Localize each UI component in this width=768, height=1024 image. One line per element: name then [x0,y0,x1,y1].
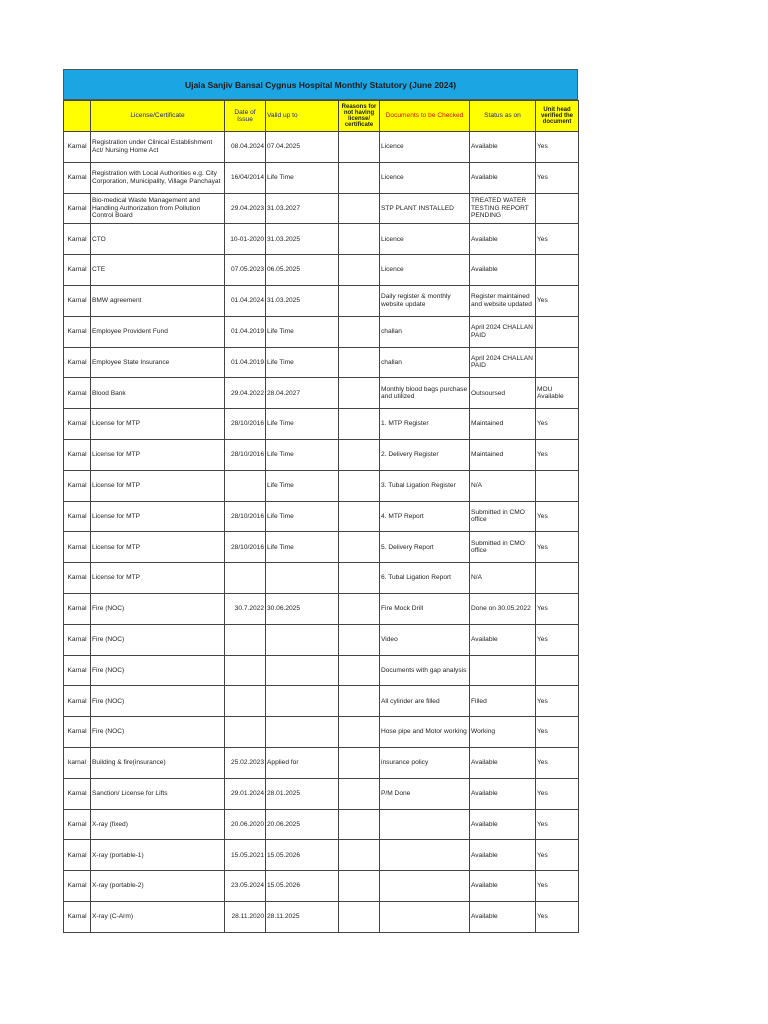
cell-reason [339,871,380,902]
cell-location: Karnal [64,316,91,347]
cell-reason [339,840,380,871]
cell-license: Fire (NOC) [91,717,225,748]
table-row [64,778,579,809]
header-row [64,101,579,132]
cell-document [380,871,470,902]
cell-reason [339,162,380,193]
cell-location: Karnal [64,871,91,902]
cell-issue-date: 16/04/2014 [225,162,266,193]
table-row [64,717,579,748]
cell-license: License for MTP [91,501,225,532]
cell-reason [339,655,380,686]
table-row [64,285,579,316]
cell-valid-up-to: Life Time [266,316,339,347]
cell-license: Fire (NOC) [91,593,225,624]
cell-location: Karnal [64,901,91,932]
cell-document [380,840,470,871]
cell-license: X-ray (portable-1) [91,840,225,871]
cell-license: Registration with Local Authorities e.g. City Corporation, Municipality, Village Panchayat [91,162,225,193]
cell-location: Karnal [64,624,91,655]
table-row [64,871,579,902]
cell-verified: Yes [536,593,579,624]
cell-valid-up-to: Life Time [266,347,339,378]
cell-document: STP PLANT INSTALLED [380,193,470,224]
cell-verified: Yes [536,409,579,440]
cell-valid-up-to: 20.06.2025 [266,809,339,840]
cell-verified: MOU Available [536,378,579,409]
cell-location: Karnal [64,593,91,624]
cell-verified [536,255,579,286]
cell-verified [536,347,579,378]
cell-status: Available [470,624,536,655]
cell-document: 6. Tubal Ligation Report [380,563,470,594]
cell-document: Hose pipe and Motor working [380,717,470,748]
cell-valid-up-to: Life Time [266,501,339,532]
cell-verified: Yes [536,840,579,871]
cell-issue-date: 01.04.2024 [225,285,266,316]
cell-document: Licence [380,162,470,193]
cell-license: CTO [91,224,225,255]
cell-document: 1. MTP Register [380,409,470,440]
cell-valid-up-to: Life Time [266,162,339,193]
cell-location: Karnal [64,378,91,409]
table-row [64,901,579,932]
cell-document [380,809,470,840]
table-row [64,655,579,686]
header-valid-up-to: Valid up to [266,101,339,132]
cell-issue-date [225,470,266,501]
statutory-sheet [63,69,578,933]
cell-reason [339,778,380,809]
cell-issue-date: 28/10/2016 [225,501,266,532]
cell-status: Filled [470,686,536,717]
cell-verified: Yes [536,747,579,778]
cell-reason [339,901,380,932]
cell-location: Karnal [64,809,91,840]
cell-license: License for MTP [91,563,225,594]
cell-status: Working [470,717,536,748]
cell-reason [339,439,380,470]
cell-location: Karnal [64,439,91,470]
table-row [64,747,579,778]
table-row [64,224,579,255]
cell-status: Available [470,747,536,778]
cell-issue-date [225,563,266,594]
cell-reason [339,747,380,778]
cell-issue-date: 01.04.2019 [225,347,266,378]
cell-reason [339,224,380,255]
cell-license: BMW agreement [91,285,225,316]
cell-valid-up-to [266,624,339,655]
table-row [64,378,579,409]
cell-valid-up-to: Life Time [266,470,339,501]
cell-verified: Yes [536,132,579,163]
cell-reason [339,717,380,748]
header-documents: Documents to be Checked [380,101,470,132]
cell-valid-up-to: 30.06.2025 [266,593,339,624]
cell-status: Available [470,778,536,809]
cell-reason [339,409,380,440]
cell-document: Video [380,624,470,655]
cell-location: Karnal [64,224,91,255]
cell-license: X-ray (portable-2) [91,871,225,902]
cell-verified: Yes [536,686,579,717]
cell-verified: Yes [536,901,579,932]
cell-document: Licence [380,224,470,255]
cell-status: N/A [470,563,536,594]
cell-location: Karnal [64,686,91,717]
cell-location: Karnal [64,717,91,748]
cell-valid-up-to: 31.03.2025 [266,285,339,316]
table-row [64,193,579,224]
cell-reason [339,316,380,347]
table-row [64,132,579,163]
cell-issue-date: 28/10/2016 [225,532,266,563]
cell-valid-up-to: 06.05.2025 [266,255,339,286]
table-row [64,162,579,193]
cell-reason [339,563,380,594]
table-row [64,840,579,871]
cell-reason [339,285,380,316]
cell-location: Karnal [64,470,91,501]
cell-location: karnal [64,747,91,778]
cell-license: Employee State Insurance [91,347,225,378]
cell-location: Karnal [64,347,91,378]
table-row [64,316,579,347]
header-location [64,101,91,132]
cell-status: TREATED WATER TESTING REPORT PENDING [470,193,536,224]
cell-location: Karnal [64,840,91,871]
cell-status: Maintained [470,439,536,470]
cell-document: 2. Delivery Register [380,439,470,470]
cell-verified: Yes [536,717,579,748]
cell-status: Available [470,840,536,871]
cell-issue-date: 25.02.2023 [225,747,266,778]
cell-reason [339,378,380,409]
cell-document: challan [380,316,470,347]
cell-document: insurance policy [380,747,470,778]
cell-status: Available [470,901,536,932]
cell-reason [339,193,380,224]
cell-document: challan [380,347,470,378]
cell-issue-date: 20.06.2020 [225,809,266,840]
table-row [64,809,579,840]
header-issue-date: Date of Issue [225,101,266,132]
cell-reason [339,347,380,378]
cell-location: Karnal [64,409,91,440]
sheet-title: Ujala Sanjiv Bansal Cygnus Hospital Monthly Statutory (June 2024) [63,69,578,100]
cell-document [380,901,470,932]
cell-status: April 2024 CHALLAN PAID [470,347,536,378]
cell-license: Employee Provident Fund [91,316,225,347]
cell-reason [339,255,380,286]
cell-issue-date: 23.05.2024 [225,871,266,902]
cell-license: Fire (NOC) [91,655,225,686]
table-row [64,563,579,594]
cell-issue-date: 08.04.2024 [225,132,266,163]
cell-status: Outsoursed [470,378,536,409]
cell-issue-date: 29.01.2024 [225,778,266,809]
cell-location: Karnal [64,132,91,163]
cell-valid-up-to: 28.04.2027 [266,378,339,409]
cell-valid-up-to: Life Time [266,439,339,470]
cell-license: Registration under Clinical Establishment Act/ Nursing Home Act [91,132,225,163]
table-row [64,624,579,655]
cell-issue-date: 07.05.2023 [225,255,266,286]
cell-valid-up-to: 31.03.2025 [266,224,339,255]
header-verified: Unit head verified the document [536,101,579,132]
table-row [64,470,579,501]
cell-issue-date: 28/10/2016 [225,439,266,470]
cell-reason [339,470,380,501]
cell-verified [536,563,579,594]
cell-reason [339,501,380,532]
cell-verified: Yes [536,871,579,902]
cell-license: X-ray (fixed) [91,809,225,840]
cell-valid-up-to [266,717,339,748]
table-row [64,532,579,563]
cell-issue-date [225,717,266,748]
cell-status: Submitted in CMO office [470,501,536,532]
cell-location: Karnal [64,563,91,594]
cell-document: Fire Mock Drill [380,593,470,624]
cell-license: Bio-medical Waste Management and Handling Authorization from Pollution Control Board [91,193,225,224]
cell-issue-date: 29.04.2022 [225,378,266,409]
cell-reason [339,532,380,563]
cell-license: License for MTP [91,470,225,501]
cell-reason [339,593,380,624]
table-row [64,409,579,440]
cell-status: Available [470,255,536,286]
table-row [64,347,579,378]
cell-issue-date: 10-01-2020 [225,224,266,255]
header-status: Status as on [470,101,536,132]
cell-status: Register maintained and website updated [470,285,536,316]
cell-verified [536,193,579,224]
cell-verified: Yes [536,532,579,563]
cell-status: Available [470,871,536,902]
cell-license: CTE [91,255,225,286]
cell-license: License for MTP [91,439,225,470]
cell-license: Sanction/ License for Lifts [91,778,225,809]
cell-issue-date: 01.04.2019 [225,316,266,347]
cell-status: Submitted in CMO office [470,532,536,563]
cell-valid-up-to [266,655,339,686]
cell-location: Karnal [64,285,91,316]
statutory-table [63,100,579,933]
table-row [64,439,579,470]
cell-valid-up-to: Life Time [266,409,339,440]
cell-valid-up-to: Applied for [266,747,339,778]
cell-document: Monthly blood bags purchase and utilized [380,378,470,409]
cell-location: Karnal [64,162,91,193]
cell-reason [339,809,380,840]
cell-license: Fire (NOC) [91,624,225,655]
cell-verified [536,655,579,686]
cell-issue-date: 29.04.2023 [225,193,266,224]
cell-document: 3. Tubal Ligation Register [380,470,470,501]
cell-license: Blood Bank [91,378,225,409]
cell-issue-date [225,686,266,717]
table-row [64,501,579,532]
cell-issue-date [225,624,266,655]
cell-status: Done on 30.05.2022 [470,593,536,624]
table-row [64,686,579,717]
cell-location: Karnal [64,655,91,686]
cell-document: 4. MTP Report [380,501,470,532]
cell-status: Available [470,132,536,163]
cell-location: Karnal [64,193,91,224]
cell-location: Karnal [64,778,91,809]
cell-valid-up-to [266,563,339,594]
cell-document: Documents with gap analysis [380,655,470,686]
cell-valid-up-to: 07.04.2025 [266,132,339,163]
cell-issue-date: 30.7.2022 [225,593,266,624]
cell-license: Building & fire(insurance) [91,747,225,778]
cell-license: X-ray (C-Arm) [91,901,225,932]
cell-document: Daily register & monthly website update [380,285,470,316]
cell-document: Licence [380,255,470,286]
cell-reason [339,686,380,717]
cell-reason [339,624,380,655]
cell-reason [339,132,380,163]
cell-license: Fire (NOC) [91,686,225,717]
cell-status: Available [470,224,536,255]
cell-verified [536,316,579,347]
cell-document: All cylinder are filled [380,686,470,717]
header-reasons: Reasons for not having license/ certificate [339,101,380,132]
cell-license: License for MTP [91,409,225,440]
cell-status: Available [470,162,536,193]
cell-document: 5. Delivery Report [380,532,470,563]
table-row [64,593,579,624]
cell-status: April 2024 CHALLAN PAID [470,316,536,347]
table-row [64,255,579,286]
cell-valid-up-to: 15.05.2026 [266,871,339,902]
cell-location: Karnal [64,532,91,563]
cell-issue-date: 28/10/2016 [225,409,266,440]
cell-location: Karnal [64,255,91,286]
cell-issue-date: 15.05.2021 [225,840,266,871]
cell-valid-up-to: 28.11.2025 [266,901,339,932]
cell-verified: Yes [536,809,579,840]
cell-verified: Yes [536,162,579,193]
cell-issue-date: 28.11.2020 [225,901,266,932]
cell-verified: Yes [536,501,579,532]
cell-document: P/M Done [380,778,470,809]
cell-location: Karnal [64,501,91,532]
cell-document: Licence [380,132,470,163]
cell-valid-up-to: 28.01.2025 [266,778,339,809]
cell-verified: Yes [536,439,579,470]
cell-verified: Yes [536,778,579,809]
cell-status: N/A [470,470,536,501]
cell-valid-up-to: Life Time [266,532,339,563]
cell-verified: Yes [536,624,579,655]
cell-valid-up-to: 15.05.2026 [266,840,339,871]
cell-status: Available [470,809,536,840]
cell-verified: Yes [536,224,579,255]
header-license: License/Certificate [91,101,225,132]
cell-valid-up-to: 31.03.2027 [266,193,339,224]
cell-verified: Yes [536,285,579,316]
cell-status [470,655,536,686]
cell-license: License for MTP [91,532,225,563]
cell-issue-date [225,655,266,686]
cell-valid-up-to [266,686,339,717]
cell-verified [536,470,579,501]
cell-status: Maintained [470,409,536,440]
table-body [64,132,579,933]
